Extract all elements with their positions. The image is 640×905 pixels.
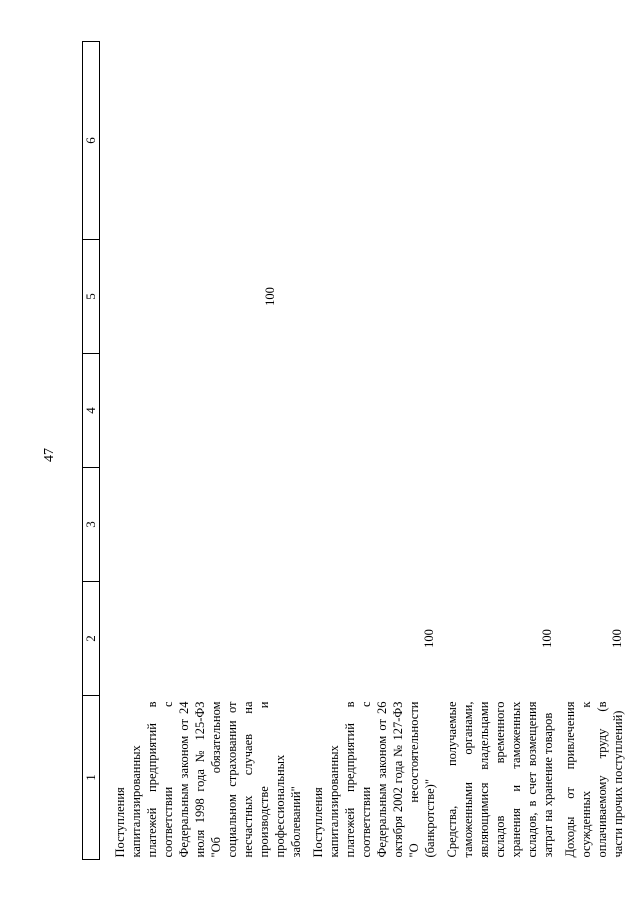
- row-value-col3: [100, 468, 305, 582]
- row-value-col5: [304, 240, 438, 354]
- table-row: [556, 42, 626, 860]
- column-header-3: 3: [83, 468, 100, 582]
- column-header-1: 1: [83, 696, 100, 860]
- column-header-6: 6: [83, 42, 100, 240]
- row-name: Поступления капитализированных платежей предприятий в соответствии с Федеральным законом от 24 июля 1998 года № 125-ФЗ "Об обязательном социальном страховании от несчастных случаев на производстве и профессиональных заболеваний": [113, 701, 303, 858]
- column-header-5: 5: [83, 240, 100, 354]
- table-row: [100, 42, 305, 860]
- row-value-col3: [304, 468, 438, 582]
- row-value-col6: [304, 42, 438, 240]
- row-value-col3: [438, 468, 556, 582]
- row-value-col5: [556, 240, 626, 354]
- row-name: Средства, получаемые таможенными органами, являющимися владельцами складов временного хранения и таможенных складов, в счет возмещения затрат на хранение товаров: [445, 701, 555, 858]
- table-row: [438, 42, 556, 860]
- column-header-4: 4: [83, 354, 100, 468]
- row-value-col2: 100: [610, 629, 624, 648]
- header-row: [83, 42, 100, 860]
- row-value-col3: [556, 468, 626, 582]
- row-value-col4: [100, 354, 305, 468]
- row-value-col5: 100: [263, 287, 277, 306]
- row-name: Доходы от привлечения осужденных к оплачиваемому труду (в части прочих поступлений): [563, 701, 625, 858]
- page-number: 47: [42, 448, 57, 462]
- row-value-col6: [438, 42, 556, 240]
- row-value-col2: [100, 582, 305, 696]
- row-value-col4: [304, 354, 438, 468]
- row-value-col4: [438, 354, 556, 468]
- row-value-col2: 100: [540, 629, 554, 648]
- row-name: Поступления капитализированных платежей предприятий в соответствии с Федеральным законом от 26 октября 2002 года № 127-ФЗ "О несостоятельности (банкротстве)": [311, 701, 437, 858]
- row-value-col2: 100: [422, 629, 436, 648]
- column-header-2: 2: [83, 582, 100, 696]
- row-value-col6: [556, 42, 626, 240]
- row-value-col4: [556, 354, 626, 468]
- row-value-col5: [438, 240, 556, 354]
- table-row: [304, 42, 438, 860]
- row-value-col6: [100, 42, 305, 240]
- budget-table: [82, 41, 626, 860]
